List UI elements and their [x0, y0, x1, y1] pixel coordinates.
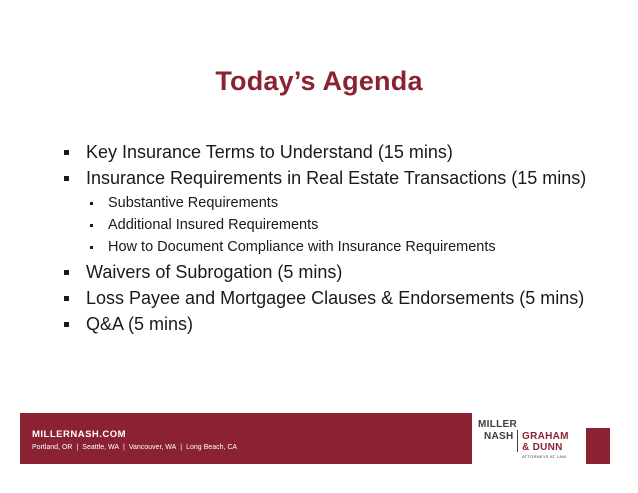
- agenda-item: [64, 287, 594, 309]
- agenda-subitem-label: Additional Insured Requirements: [108, 217, 319, 233]
- agenda-item: [64, 141, 594, 163]
- office-location: Vancouver, WA: [128, 444, 177, 451]
- logo-line-miller: MILLER: [478, 419, 518, 430]
- logo-line-dunn: & DUNN: [522, 442, 563, 453]
- square-bullet-icon: [64, 322, 69, 327]
- square-bullet-icon: [64, 270, 69, 275]
- agenda-item-label: Loss Payee and Mortgagee Clauses & Endorsements (5 mins): [86, 288, 585, 308]
- agenda-item: [64, 261, 594, 283]
- square-bullet-icon: [64, 176, 69, 181]
- agenda-subitem: [86, 239, 594, 256]
- office-location: Portland, OR: [32, 444, 73, 451]
- agenda-item-label: Q&A (5 mins): [86, 314, 194, 334]
- square-bullet-icon: [64, 150, 69, 155]
- slide-title: Today’s Agenda: [215, 66, 423, 96]
- office-separator: |: [76, 444, 79, 451]
- logo-tagline: ATTORNEYS AT LAW: [522, 454, 567, 459]
- dot-bullet-icon: [90, 202, 93, 205]
- logo-divider: [517, 430, 518, 452]
- office-location: Seattle, WA: [82, 444, 119, 451]
- agenda-subitem: [86, 217, 594, 234]
- office-location: Long Beach, CA: [186, 444, 238, 451]
- footer-offices: [32, 444, 237, 451]
- footer-bar: [20, 413, 472, 464]
- dot-bullet-icon: [90, 224, 93, 227]
- firm-logo: [474, 413, 584, 464]
- logo-line-nash: NASH: [484, 431, 514, 442]
- square-bullet-icon: [64, 296, 69, 301]
- agenda-item: [64, 167, 594, 256]
- agenda-subitem-label: Substantive Requirements: [108, 195, 279, 211]
- office-separator: |: [123, 444, 125, 451]
- brand-square: [586, 428, 610, 464]
- agenda-item-label: Key Insurance Terms to Understand (15 mins): [86, 142, 453, 162]
- agenda-list: [64, 141, 594, 339]
- agenda-sublist: [86, 195, 594, 256]
- dot-bullet-icon: [90, 246, 93, 249]
- agenda-item-label: Insurance Requirements in Real Estate Transactions (15 mins): [86, 168, 587, 188]
- footer-domain: MILLERNASH.COM: [32, 429, 127, 440]
- office-separator: |: [180, 444, 183, 451]
- logo-line-graham: GRAHAM: [522, 431, 569, 442]
- agenda-subitem: [86, 195, 594, 212]
- agenda-item: [64, 313, 594, 335]
- agenda-item-label: Waivers of Subrogation (5 mins): [86, 262, 343, 282]
- agenda-subitem-label: How to Document Compliance with Insurance Requirements: [108, 239, 496, 255]
